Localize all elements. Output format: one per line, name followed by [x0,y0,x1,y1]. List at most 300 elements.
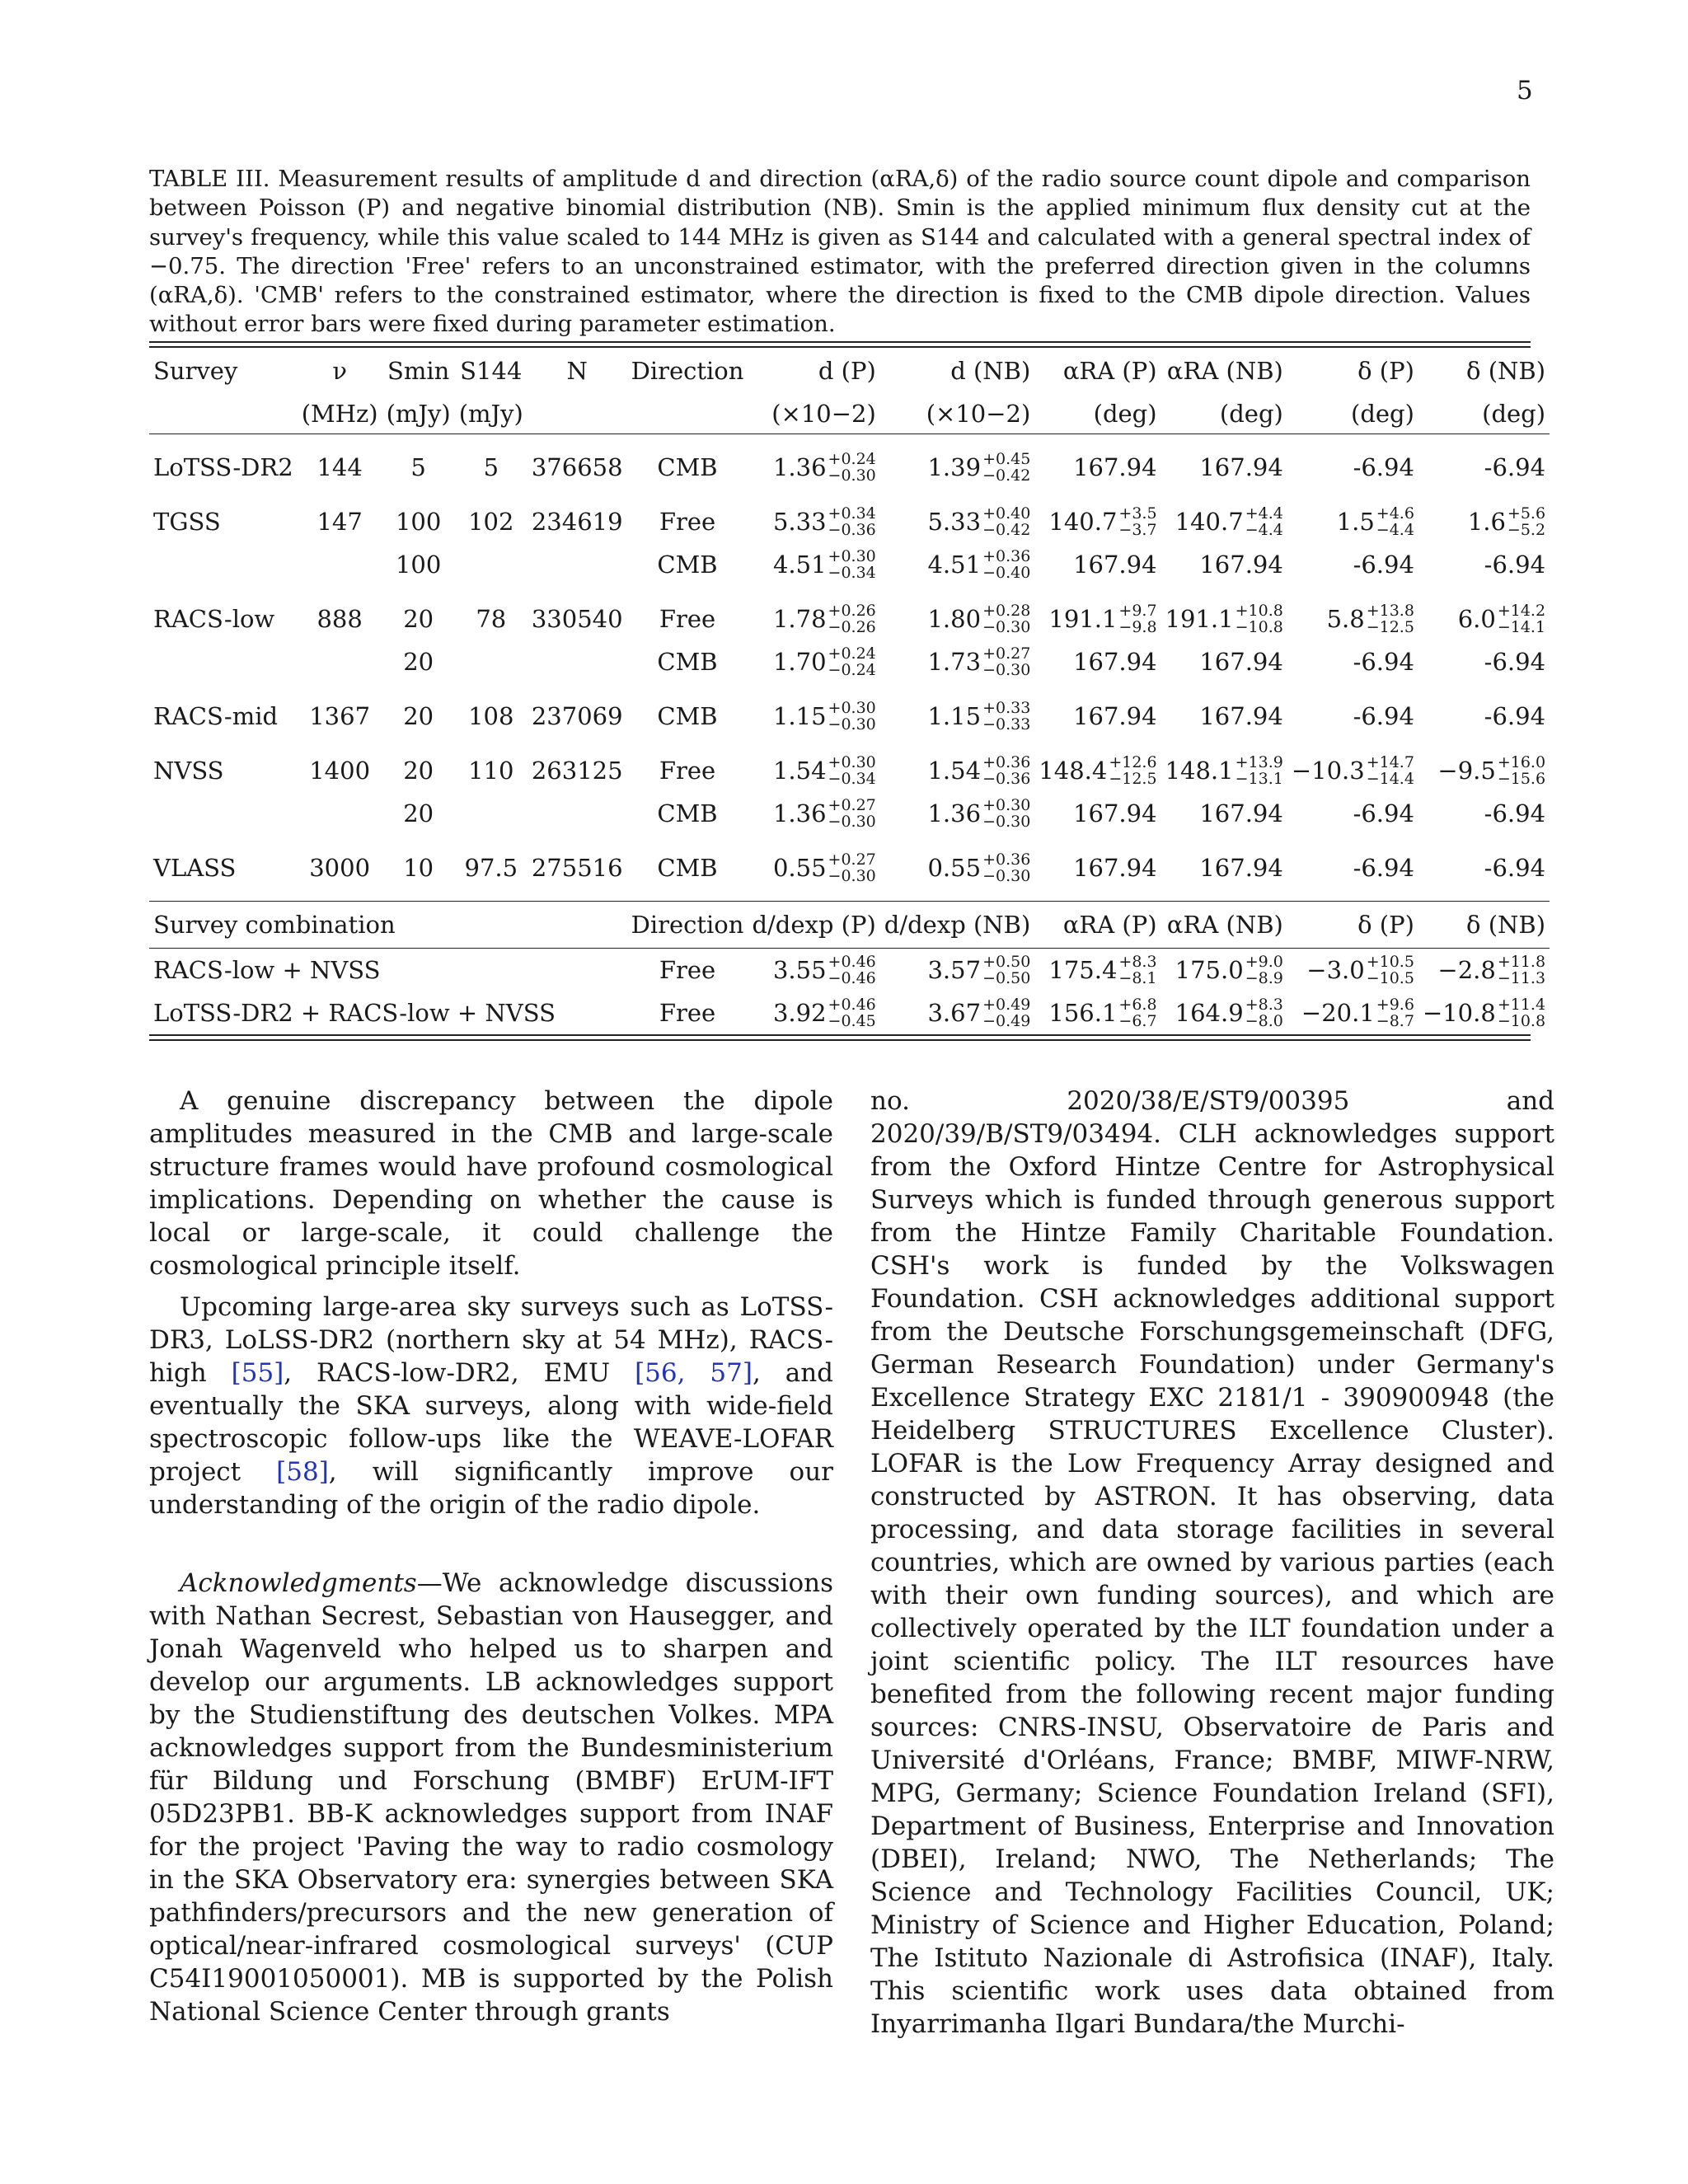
spacer [149,586,1550,598]
ra-p-cell-value [1073,551,1156,579]
d-nb-cell-lower: −0.30 [982,661,1031,679]
spacer-cell [149,489,1550,500]
ra-nb-cell [1161,991,1287,1034]
dec-nb-cell [1418,991,1550,1034]
d-p-cell-lower: −0.30 [828,715,876,733]
units-cell: (×10−2) [926,400,1031,428]
frequency-cell: 144 [316,453,363,481]
d-nb-cell-upper: +0.36 [982,547,1031,565]
ra-p-cell [1034,792,1160,835]
d-nb-cell-number: 1.15 [927,702,982,730]
ra-p-cell-lower: −3.7 [1118,521,1157,539]
units-cell [528,394,627,434]
dec-nb-cell-error [1498,954,1545,987]
ra-nb-cell-number: 140.7 [1175,508,1244,536]
units-cell [627,394,748,434]
s144-cell: 97.5 [464,854,518,882]
d-p-cell-number: 0.55 [772,854,827,882]
ra-nb-cell-number: 148.1 [1165,757,1234,785]
table-row [149,846,1550,889]
ra-p-cell-value [1073,799,1156,827]
survey-cell: RACS-low [153,605,275,633]
dec-p-cell-lower: −12.5 [1366,618,1414,636]
count-cell [528,543,627,586]
acknowledgments-continued: no. 2020/38/E/ST9/00395 and 2020/39/B/ST9/03494. CLH acknowledges support from the Oxford Hintze Centre for Astrophysical Surveys which is funded through generous support from the Hintze Family Charitable Foundation. CSH's work is funded by the Volkswagen Foundation. CSH acknowledges additional support from the Deutsche Forschungsgemeinschaft (DFG, German Research Foundation) under Germany's Excellence Strategy EXC 2181/1 - 390900948 (the Heidelberg STRUCTURES Excellence Cluster). LOFAR is the Low Frequency Array designed and constructed by ASTRON. It has observing, data processing, and data storage facilities in several countries, which are owned by various parties (each with their own funding sources), and which are collectively operated by the ILT foundation under a joint scientific policy. The ILT resources have benefited from the following recent major funding sources: CNRS-INSU, Observatoire de Paris and Université d'Orléans, France; BMBF, MIWF-NRW, MPG, Germany; Science Foundation Ireland (SFI), Department of Business, Enterprise and Innovation (DBEI), Ireland; NWO, The Netherlands; The Science and Technology Facilities Council, UK; Ministry of Science and Higher Education, Poland; The Istituto Nazionale di Astrofisica (INAF), Italy. This scientific work uses data obtained from Inyarrimanha Ilgari Bundara/the Murchi- [870,1086,1554,2039]
ra-nb-cell [1161,846,1287,889]
d-nb-cell-upper: +0.45 [982,450,1031,468]
combo-row [149,949,1550,991]
ra-nb-cell-value [1165,754,1283,787]
d-p-cell-lower: −0.24 [828,661,876,679]
d-nb-cell-upper: +0.27 [982,644,1031,663]
count-cell [528,640,627,683]
table-units-row [149,394,1550,434]
d-nb-cell-number: 1.36 [927,799,982,827]
header-cell: d/dexp (P) [752,911,876,939]
d-nb-cell-error [982,548,1030,581]
frequency-cell: 1367 [309,702,371,730]
ra-p-cell-number: 167.94 [1073,648,1157,676]
dec-nb-cell-lower: −14.1 [1497,618,1546,636]
direction-cell: Free [659,757,716,785]
d-p-cell-value [773,451,876,484]
spacer-cell [149,738,1550,749]
ra-nb-cell-value [1199,854,1282,882]
ra-p-cell-value [1073,854,1156,882]
header-cell: δ (NB) [1466,911,1546,939]
dec-p-cell [1287,949,1418,991]
dec-p-cell-number: −20.1 [1301,999,1375,1027]
dec-nb-cell-value [1484,702,1545,730]
dec-p-cell [1287,543,1418,586]
d-nb-cell-upper: +0.36 [982,753,1031,771]
header-cell: N [566,357,588,385]
dec-nb-cell-upper: +11.4 [1497,996,1546,1014]
table-header-row [149,348,1550,394]
dec-p-cell-upper: +9.6 [1376,996,1414,1014]
ra-p-cell-number: 167.94 [1073,854,1157,882]
d-p-cell-number: 1.36 [772,453,827,481]
dec-p-cell [1287,749,1418,792]
ra-nb-cell-upper: +4.4 [1245,504,1283,523]
d-nb-cell [880,949,1035,991]
d-nb-cell [880,446,1035,489]
ra-nb-cell-upper: +8.3 [1245,996,1283,1014]
d-p-cell-lower: −0.30 [828,466,876,485]
d-p-cell-number: 1.70 [772,648,827,676]
count-cell: 376658 [531,453,623,481]
count-cell: 234619 [531,508,623,536]
d-nb-cell-lower: −0.49 [982,1012,1031,1030]
d-nb-cell-upper: +0.30 [982,796,1031,814]
ra-nb-cell-lower: −4.4 [1245,521,1283,539]
d-p-cell [748,543,879,586]
dec-nb-cell-error [1498,602,1545,635]
d-nb-cell-number: 1.39 [927,453,982,481]
dec-p-cell [1287,695,1418,738]
count-cell: 237069 [531,702,623,730]
ra-p-cell [1034,543,1160,586]
dec-p-cell-number: -6.94 [1353,702,1414,730]
discussion-paragraph: A genuine discrepancy between the dipole amplitudes measured in the CMB and large-scale structure frames would have profound cosmological implications. Depending on whether the cause is local or large-scale, it could challenge the cosmological principle itself. [149,1086,833,1281]
d-nb-cell-upper: +0.36 [982,851,1031,869]
d-p-cell-error [828,451,876,484]
ra-nb-cell-number: 167.94 [1199,551,1283,579]
dec-p-cell-value [1353,551,1414,579]
dec-p-cell-upper: +10.5 [1366,953,1414,971]
header-cell: δ (NB) [1466,357,1546,385]
units-cell: (deg) [1351,400,1414,428]
dec-nb-cell-upper: +5.6 [1507,504,1546,523]
ra-p-cell-error [1109,754,1156,787]
d-nb-cell [880,991,1035,1034]
citation-link[interactable]: [55] [231,1358,284,1388]
d-p-cell [748,991,879,1034]
d-p-cell-number: 3.55 [772,956,827,984]
d-p-cell-upper: +0.30 [828,699,876,717]
ra-p-cell-error [1118,996,1156,1029]
smin-cell: 20 [403,702,434,730]
header-cell: αRA (NB) [1166,911,1283,939]
ra-p-cell-number: 148.4 [1039,757,1108,785]
ra-nb-cell [1161,640,1287,683]
d-p-cell-upper: +0.30 [828,547,876,565]
d-p-cell-error [828,505,876,538]
smin-cell: 100 [395,508,442,536]
d-p-cell-upper: +0.46 [828,953,876,971]
dec-nb-cell-value [1484,854,1545,882]
dec-nb-cell-value [1437,954,1545,987]
dec-p-cell [1287,846,1418,889]
ra-nb-cell-lower: −8.0 [1245,1012,1283,1030]
page-number: 5 [1517,76,1533,105]
ra-p-cell-value [1073,453,1156,481]
d-p-cell [748,695,879,738]
direction-cell: CMB [657,702,718,730]
acknowledgments-text: —We acknowledge discussions with Nathan Secrest, Sebastian von Hausegger, and Jonah Wagenveld who helped us to sharpen and develop our arguments. LB acknowledges support by the Studienstiftung des deutschen Volkes. MPA acknowledges support from the Bundesministerium für Bildung und Forschung (BMBF) ErUM-IFT 05D23PB1. BB-K acknowledges support from INAF for the project 'Paving the way to radio cosmology in the SKA Observatory era: synergies between SKA pathfinders/precursors and the new generation of optical/near-infrared cosmological surveys' (CUP C54I19001050001). MB is supported by the Polish National Science Center through grants [149,1568,833,2027]
ra-p-cell [1034,846,1160,889]
dec-p-cell [1287,991,1418,1034]
d-p-cell [748,640,879,683]
ra-p-cell-lower: −8.1 [1118,969,1157,987]
dec-p-cell-value [1306,954,1414,987]
s144-cell [455,543,528,586]
citation-link[interactable]: [58] [276,1457,329,1487]
d-p-cell-number: 3.92 [772,999,827,1027]
spacer [149,835,1550,846]
s144-cell: 78 [476,605,507,633]
dec-nb-cell-number: 1.6 [1467,508,1506,536]
ra-p-cell-number: 191.1 [1048,605,1118,633]
dec-nb-cell-number: 6.0 [1457,605,1496,633]
d-p-cell-upper: +0.27 [828,851,876,869]
dec-nb-cell [1418,598,1550,640]
dec-p-cell [1287,500,1418,543]
direction-cell: CMB [657,453,718,481]
dec-nb-cell-number: -6.94 [1484,799,1546,827]
header-cell: Survey combination [153,911,396,939]
survey-cell: RACS-mid [153,702,279,730]
ra-p-cell-upper: +8.3 [1118,953,1157,971]
ra-nb-cell [1161,949,1287,991]
d-p-cell-value [773,797,876,830]
ra-p-cell-lower: −12.5 [1109,770,1157,788]
d-nb-cell-upper: +0.40 [982,504,1031,523]
outlook-paragraph [149,1291,833,1521]
d-nb-cell-lower: −0.50 [982,969,1031,987]
dec-p-cell-upper: +4.6 [1376,504,1414,523]
d-p-cell-lower: −0.36 [828,521,876,539]
d-nb-cell-lower: −0.36 [982,770,1031,788]
d-p-cell-error [828,548,876,581]
dec-p-cell-error [1376,996,1414,1029]
d-nb-cell-value [927,954,1030,987]
ra-p-cell-number: 167.94 [1073,702,1157,730]
d-p-cell-error [828,700,876,733]
count-cell: 275516 [531,854,623,882]
right-column [870,1085,1554,2041]
ra-p-cell-value [1048,996,1156,1029]
dec-nb-cell-error [1507,505,1545,538]
header-cell: d (P) [818,357,876,385]
ra-nb-cell [1161,598,1287,640]
outlook-text: Upcoming large-area sky surveys such as LoTSS-DR3, LoLSS-DR2 (northern sky at 54 MHz), RACS-high [149,1292,833,1388]
d-nb-cell-upper: +0.28 [982,602,1031,620]
d-nb-cell-error [982,451,1030,484]
d-p-cell-error [828,645,876,678]
dec-p-cell-lower: −14.4 [1366,770,1414,788]
dec-p-cell-lower: −4.4 [1376,521,1414,539]
dec-p-cell-number: -6.94 [1353,453,1414,481]
outlook-text: , RACS-low-DR2, EMU [284,1358,635,1388]
d-p-cell-number: 1.36 [772,799,827,827]
frequency-cell: 3000 [309,854,371,882]
d-nb-cell [880,846,1035,889]
ra-nb-cell-value [1199,702,1282,730]
ra-p-cell [1034,991,1160,1034]
spacer-cell [149,434,1550,446]
d-nb-cell-value [927,851,1030,884]
smin-cell: 20 [403,648,434,676]
outlook-text: , will significantly improve our understanding of the origin of the radio dipole. [149,1457,833,1520]
ra-nb-cell-upper: +9.0 [1245,953,1283,971]
citation-link[interactable]: [56, 57] [635,1358,753,1388]
d-p-cell-error [828,996,876,1029]
results-table [149,341,1546,1041]
ra-p-cell-number: 156.1 [1048,999,1118,1027]
d-p-cell-value [773,996,876,1029]
acknowledgments-paragraph [149,1567,833,2028]
d-p-cell-upper: +0.24 [828,450,876,468]
d-nb-cell-upper: +0.50 [982,953,1031,971]
ra-p-cell-value [1048,602,1156,635]
ra-p-cell-value [1048,505,1156,538]
dec-p-cell-value [1327,602,1414,635]
ra-p-cell-value [1073,702,1156,730]
header-cell: Survey [153,357,238,385]
ra-nb-cell-number: 167.94 [1199,799,1283,827]
d-p-cell-value [773,645,876,678]
d-p-cell-value [773,700,876,733]
survey-cell: VLASS [153,854,237,882]
d-nb-cell-number: 0.55 [927,854,982,882]
dec-p-cell-error [1367,954,1414,987]
header-cell: Direction [631,911,744,939]
combo-header-row [149,902,1550,949]
survey-cell: LoTSS-DR2 [153,453,293,481]
d-p-cell [748,846,879,889]
dec-nb-cell-number: -6.94 [1484,648,1546,676]
d-p-cell-error [828,851,876,884]
smin-cell: 10 [403,854,434,882]
d-nb-cell-number: 3.67 [927,999,982,1027]
ra-nb-cell-number: 167.94 [1199,702,1283,730]
d-p-cell-value [773,548,876,581]
ra-p-cell [1034,695,1160,738]
dec-p-cell-upper: +14.7 [1366,753,1414,771]
d-p-cell-number: 5.33 [772,508,827,536]
dec-nb-cell-value [1484,551,1545,579]
ra-nb-cell-value [1199,799,1282,827]
ra-p-cell [1034,446,1160,489]
header-cell: αRA (P) [1062,911,1157,939]
d-nb-cell-value [927,754,1030,787]
s144-cell: 5 [483,453,499,481]
dec-nb-cell-number: −2.8 [1437,956,1496,984]
dec-nb-cell-number: -6.94 [1484,702,1546,730]
ra-nb-cell-number: 167.94 [1199,648,1283,676]
ra-p-cell [1034,598,1160,640]
dec-nb-cell-lower: −10.8 [1497,1012,1546,1030]
units-cell: (deg) [1482,400,1546,428]
dec-nb-cell-value [1484,648,1545,676]
header-cell: S144 [460,357,523,385]
smin-cell: 100 [395,551,442,579]
d-nb-cell-error [982,754,1030,787]
frequency-cell: 147 [316,508,363,536]
d-nb-cell-value [927,505,1030,538]
dec-p-cell-lower: −10.5 [1366,969,1414,987]
survey-combination-cell: RACS-low + NVSS [153,956,381,984]
units-cell: (mJy) [458,400,523,428]
d-nb-cell [880,695,1035,738]
ra-nb-cell-lower: −8.9 [1245,969,1283,987]
ra-p-cell [1034,749,1160,792]
table-row [149,749,1550,792]
header-cell: d/dexp (NB) [884,911,1031,939]
header-cell: Smin [387,357,450,385]
d-nb-cell-lower: −0.30 [982,813,1031,831]
dec-p-cell-number: −3.0 [1306,956,1365,984]
d-nb-cell-error [982,954,1030,987]
ra-p-cell-value [1048,954,1156,987]
d-nb-cell-number: 1.80 [927,605,982,633]
dec-p-cell [1287,598,1418,640]
direction-cell: CMB [657,648,718,676]
d-p-cell-lower: −0.26 [828,618,876,636]
dec-nb-cell [1418,500,1550,543]
ra-p-cell-upper: +12.6 [1109,753,1157,771]
ra-nb-cell-number: 167.94 [1199,453,1283,481]
ra-p-cell [1034,640,1160,683]
direction-cell: CMB [657,551,718,579]
units-cell: (mJy) [386,400,451,428]
d-p-cell-upper: +0.46 [828,996,876,1014]
dec-nb-cell-value [1437,754,1545,787]
d-nb-cell-lower: −0.42 [982,521,1031,539]
smin-cell: 20 [403,605,434,633]
ra-p-cell-error [1118,602,1156,635]
header-cell: αRA (P) [1062,357,1157,385]
d-p-cell [748,598,879,640]
d-p-cell-upper: +0.34 [828,504,876,523]
dec-p-cell-lower: −8.7 [1376,1012,1414,1030]
units-cell: (deg) [1093,400,1157,428]
ra-nb-cell-number: 175.0 [1175,956,1244,984]
dec-nb-cell-upper: +14.2 [1497,602,1546,620]
dec-p-cell [1287,792,1418,835]
spacer-cell [149,835,1550,846]
ra-nb-cell-value [1199,648,1282,676]
dec-nb-cell [1418,949,1550,991]
survey-cell [149,792,298,835]
dec-nb-cell-number: -6.94 [1484,453,1546,481]
spacer [149,434,1550,446]
d-nb-cell-lower: −0.42 [982,466,1031,485]
d-nb-cell-value [927,645,1030,678]
ra-nb-cell-value [1165,602,1283,635]
header-cell: d (NB) [950,357,1031,385]
table-row [149,695,1550,738]
ra-p-cell-value [1039,754,1156,787]
ra-p-cell-upper: +9.7 [1118,602,1157,620]
direction-cell: Free [659,956,716,984]
dec-nb-cell [1418,695,1550,738]
acknowledgments-heading: Acknowledgments [180,1568,417,1598]
d-nb-cell-error [982,996,1030,1029]
dec-p-cell-value [1353,648,1414,676]
spacer [149,683,1550,695]
ra-p-cell-error [1118,505,1156,538]
d-nb-cell-number: 1.73 [927,648,982,676]
ra-nb-cell-value [1199,453,1282,481]
d-p-cell-lower: −0.34 [828,770,876,788]
ra-nb-cell-error [1245,954,1283,987]
ra-nb-cell [1161,500,1287,543]
smin-cell: 5 [410,453,426,481]
d-p-cell-upper: +0.26 [828,602,876,620]
dec-p-cell [1287,446,1418,489]
direction-cell: Free [659,508,716,536]
d-nb-cell [880,640,1035,683]
dec-p-cell-value [1353,799,1414,827]
dec-p-cell-number: -6.94 [1353,648,1414,676]
frequency-cell: 888 [316,605,363,633]
ra-nb-cell-value [1175,954,1283,987]
dec-nb-cell-lower: −15.6 [1497,770,1546,788]
ra-p-cell-upper: +3.5 [1118,504,1157,523]
ra-p-cell-value [1073,648,1156,676]
d-p-cell-upper: +0.30 [828,753,876,771]
count-cell [528,792,627,835]
dec-p-cell-error [1367,602,1414,635]
d-nb-cell-value [927,996,1030,1029]
table-row [149,446,1550,489]
ra-nb-cell-lower: −13.1 [1235,770,1283,788]
dec-nb-cell-number: −10.8 [1422,999,1496,1027]
survey-cell [149,543,298,586]
dec-p-cell-number: -6.94 [1353,799,1414,827]
